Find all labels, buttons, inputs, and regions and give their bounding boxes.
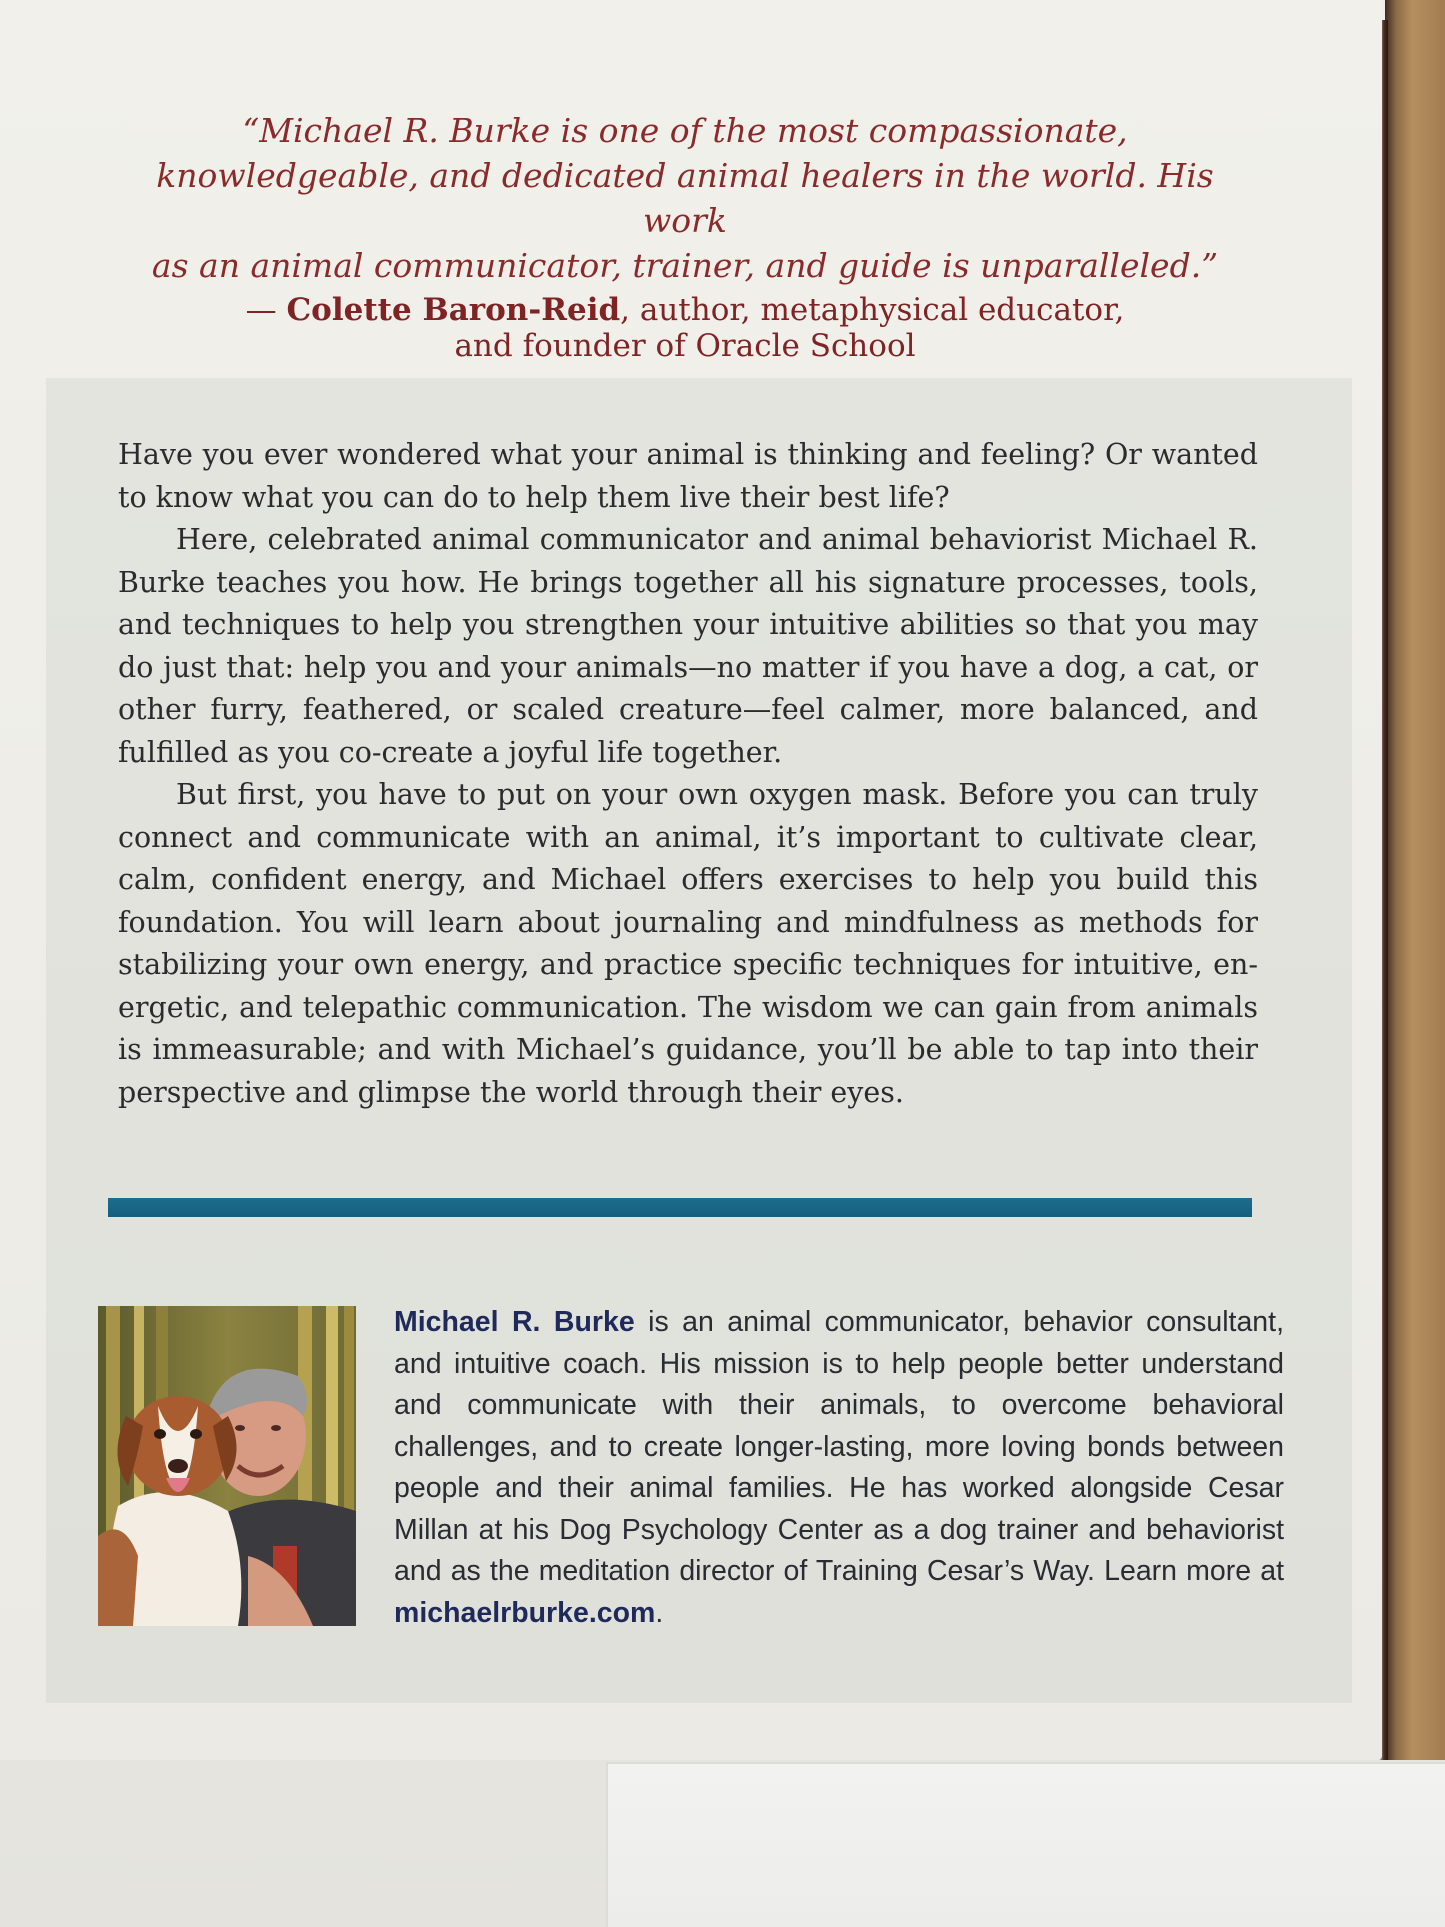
description-panel (46, 378, 1352, 1703)
quote-line: as an animal communicator, trainer, and guide is unparalleled.” (151, 246, 1219, 285)
attribution-title: and founder of Oracle School (454, 328, 916, 364)
endorsement-quote (110, 108, 1260, 364)
quote-attribution (110, 292, 1260, 364)
attribution-title: , author, metaphysical educator, (620, 292, 1125, 328)
author-bio-end: . (655, 1596, 664, 1629)
attribution-dash: — (245, 292, 287, 328)
book-description (118, 434, 1258, 1114)
paper-sheet (606, 1762, 1445, 1927)
quote-line: knowledgeable, and dedicated animal healers in the world. His work (156, 156, 1214, 240)
author-bio-text: is an animal communicator, behavior consultant, and intuitive coach. His mission is to help people better understand and communicate with their animals, to overcome behavioral challenges, and to create longer-lasting, more loving bonds between people and their animal families. He has worked alongside Cesar Millan at his Dog Psychology Center as a dog trainer and behaviorist and as the meditation director of Training Cesar’s Way. Learn more at (394, 1306, 1284, 1587)
attribution-name: Colette Baron-Reid (286, 292, 621, 328)
author-with-dog-image (98, 1306, 356, 1626)
quote-line: “Michael R. Burke is one of the most compassionate, (242, 111, 1128, 150)
author-bio (394, 1302, 1284, 1634)
divider-bar (108, 1198, 1252, 1217)
author-website-link[interactable]: michaelrburke.com (394, 1596, 656, 1629)
description-paragraph: But first, you have to put on your own oxygen mask. Before you can truly connect and communicate with an animal, it’s important to cultivate clear, calm, confident energy, and Michael offers exercises to help you build this foundation. You will learn about journaling and mindfulness as methods for stabilizing your own energy, and practice specific techniques for intuitive, en- ergetic, and telepathic communication. The wisdom we can gain from animals is immeasurable; and with Michael’s guidance, you’ll be able to tap into their perspective and glimpse the world through their eyes. (118, 778, 1258, 1109)
quote-text (110, 108, 1260, 288)
description-paragraph: Here, celebrated animal communicator and animal behaviorist Michael R. Burke teaches you how. He brings together all his signature processes, tools, and techniques to help you strengthen your intuitive abilities so that you may do just that: help you and your animals—no matter if you have a dog, a cat, or other furry, feathered, or scaled creature—feel calmer, more balanced, and fulfilled as you co-create a joyful life together. (118, 523, 1258, 769)
author-photo (98, 1306, 356, 1626)
book-edge (1385, 0, 1445, 1760)
description-paragraph: Have you ever wondered what your animal is thinking and feeling? Or wanted to know what you can do to help them live their best life? (118, 438, 1258, 514)
author-name: Michael R. Burke (394, 1306, 635, 1338)
